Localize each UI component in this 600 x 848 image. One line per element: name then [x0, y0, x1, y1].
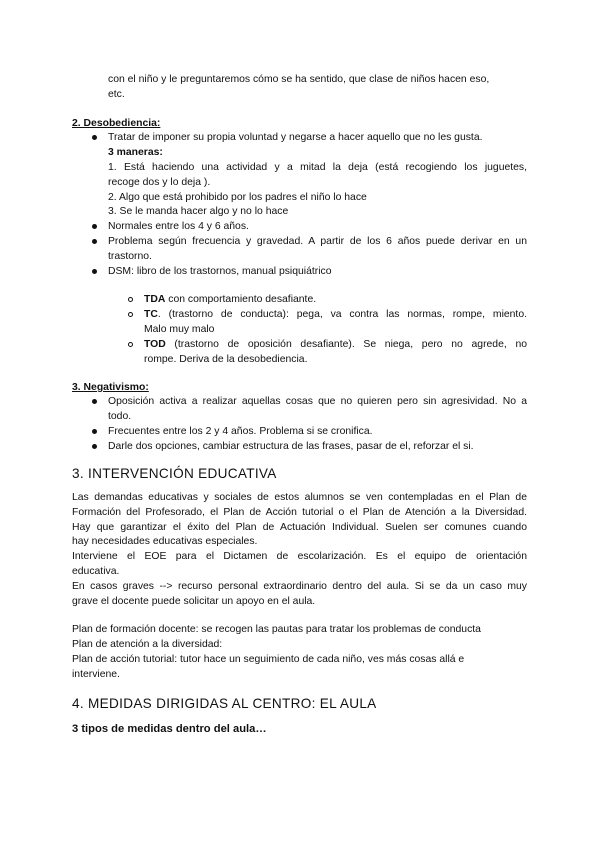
- negativismo-bullet-2: Frecuentes entre los 2 y 4 años. Problema si se cronifica.: [108, 426, 373, 437]
- intro-line-2: etc.: [108, 89, 125, 100]
- maneras-title: 3 maneras:: [108, 147, 163, 158]
- bullet-dot: [92, 135, 97, 140]
- intervencion-p2-line-2: educativa.: [72, 566, 120, 577]
- sub-bullet-tod: [144, 337, 527, 352]
- intervencion-p1-line-4: hay necesidades educativas especiales.: [72, 536, 258, 547]
- tda-abbr: TDA: [144, 294, 166, 305]
- intro-line-1: con el niño y le preguntaremos cómo se ha sentido, que clase de niños hacen eso,: [108, 74, 490, 85]
- intervencion-p4: Plan de formación docente: se recogen las pautas para tratar los problemas de conducta: [72, 624, 481, 635]
- medidas-heading: 4. MEDIDAS DIRIGIDAS AL CENTRO: EL AULA: [72, 696, 377, 711]
- desobediencia-bullet-4: DSM: libro de los trastornos, manual psiquiátrico: [108, 266, 332, 277]
- desobediencia-bullet-2: Normales entre los 4 y 6 años.: [108, 221, 249, 232]
- intervencion-p6-line-1: Plan de acción tutorial: tutor hace un seguimiento de cada niño, ves más cosas allá e: [72, 654, 465, 665]
- intervencion-heading: 3. INTERVENCIÓN EDUCATIVA: [72, 466, 277, 481]
- manera-2: 2. Algo que está prohibido por los padres el niño lo hace: [108, 192, 367, 203]
- bullet-dot: [92, 429, 97, 434]
- manera-1-line-1: 1. Está haciendo una actividad y a mitad la deja (está recogiendo los juguetes,: [108, 162, 527, 173]
- bullet-dot: [92, 224, 97, 229]
- intervencion-p6-line-2: interviene.: [72, 669, 120, 680]
- sub-bullet-tc: [144, 307, 527, 322]
- sub-bullet-tc-line-2: Malo muy malo: [144, 324, 215, 335]
- intervencion-p2-line-1: Interviene el EOE para el Dictamen de escolarización. Es el equipo de orientación: [72, 551, 527, 562]
- sub-bullet-circle: [128, 342, 133, 347]
- tc-text: . (trastorno de conducta): pega, va contra las normas, rompe, miento.: [157, 309, 527, 320]
- tod-abbr: TOD: [144, 339, 166, 350]
- intervencion-p5: Plan de atención a la diversidad:: [72, 639, 223, 650]
- tod-text: (trastorno de oposición desafiante). Se niega, pero no agrede, no: [165, 339, 527, 350]
- intervencion-p3-line-2: grave el docente puede solicitar un apoyo en el aula.: [72, 596, 316, 607]
- desobediencia-bullet-3-line-2: trastorno.: [108, 251, 152, 262]
- medidas-subheading: 3 tipos de medidas dentro del aula…: [72, 723, 267, 735]
- desobediencia-bullet-3-line-1: Problema según frecuencia y gravedad. A partir de los 6 años puede derivar en un: [108, 236, 527, 247]
- manera-3: 3. Se le manda hacer algo y no lo hace: [108, 206, 289, 217]
- sub-bullet-tda: [144, 292, 316, 307]
- bullet-dot: [92, 269, 97, 274]
- desobediencia-heading: 2. Desobediencia:: [72, 118, 161, 129]
- intervencion-p1-line-3: Hay que garantizar el éxito del Plan de Actuación Individual. Suelen ser comunes cuando: [72, 522, 527, 533]
- bullet-dot: [92, 239, 97, 244]
- intervencion-p1-line-2: Formación del Profesorado, el Plan de Acción tutorial o el Plan de Atención a la Diversidad.: [72, 507, 527, 518]
- intervencion-p3-line-1: En casos graves --> recurso personal extraordinario dentro del aula. Si se da un caso muy: [72, 581, 527, 592]
- sub-bullet-circle: [128, 297, 133, 302]
- tda-text: con comportamiento desafiante.: [165, 294, 317, 305]
- negativismo-bullet-3: Darle dos opciones, cambiar estructura de las frases, pasar de el, reforzar el si.: [108, 441, 474, 452]
- negativismo-bullet-1-line-2: todo.: [108, 411, 132, 422]
- manera-1-line-2: recoge dos y lo deja ).: [108, 177, 211, 188]
- tc-abbr: TC: [144, 309, 158, 320]
- intervencion-p1-line-1: Las demandas educativas y sociales de estos alumnos se ven contempladas en el Plan de: [72, 492, 527, 503]
- sub-bullet-circle: [128, 312, 133, 317]
- negativismo-heading: 3. Negativismo:: [72, 382, 149, 393]
- bullet-dot: [92, 399, 97, 404]
- negativismo-bullet-1-line-1: Oposición activa a realizar aquellas cosas que no quieren pero sin agresividad. No a: [108, 396, 527, 407]
- bullet-dot: [92, 444, 97, 449]
- desobediencia-bullet-1: Tratar de imponer su propia voluntad y negarse a hacer aquello que no les gusta.: [108, 132, 483, 143]
- sub-bullet-tod-line-2: rompe. Deriva de la desobediencia.: [144, 354, 308, 365]
